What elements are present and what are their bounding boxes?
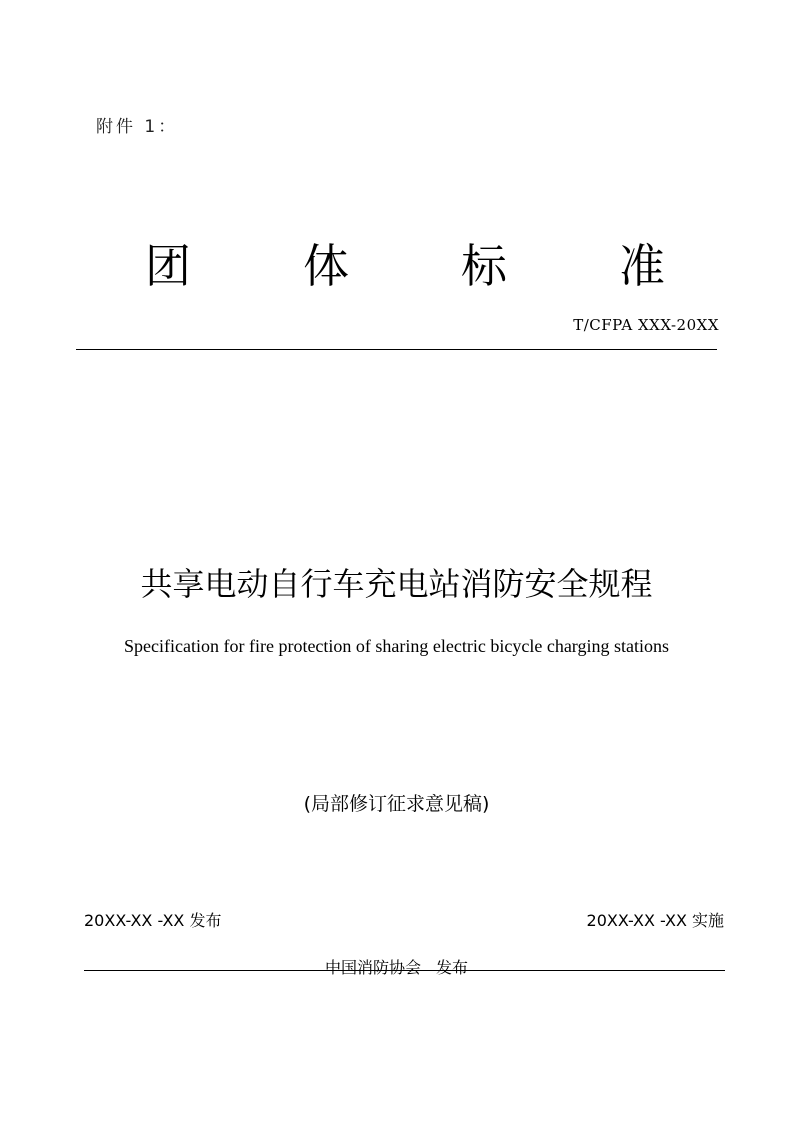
standard-type-char-4: 准 — [619, 239, 665, 293]
draft-status-note: (局部修订征求意见稿) — [303, 793, 490, 815]
attachment-label: 附件 1： — [96, 117, 179, 137]
header-divider — [76, 349, 717, 350]
standard-code: T/CFPA XXX-20XX — [573, 316, 719, 334]
document-title-cn: 共享电动自行车充电站消防安全规程 — [140, 565, 653, 603]
document-title-en: Specification for fire protection of sharing electric bicycle charging stations — [124, 636, 669, 656]
standard-type-char-1: 团 — [145, 239, 191, 293]
publish-date: 20XX-XX -XX 发布 — [84, 911, 222, 930]
standard-type-char-3: 标 — [461, 239, 507, 293]
standard-type-char-2: 体 — [303, 239, 349, 293]
standard-type-heading — [145, 238, 665, 294]
publisher-line: 中国消防协会 发布 — [324, 958, 469, 977]
effective-date: 20XX-XX -XX 实施 — [586, 911, 724, 930]
